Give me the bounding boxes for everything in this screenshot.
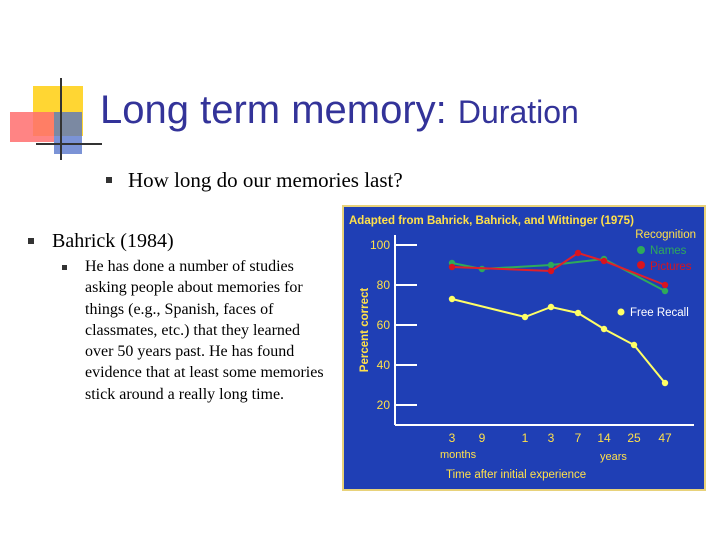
- y-tick-label: 40: [376, 358, 390, 372]
- y-tick-label: 80: [376, 278, 390, 292]
- title-main: Long term memory:: [100, 88, 458, 132]
- x-unit-label-years: years: [600, 451, 627, 463]
- x-tick-label: 3: [448, 431, 456, 445]
- bahrick-heading: Bahrick (1984): [52, 230, 174, 252]
- bullet-square: [62, 265, 67, 270]
- x-tick-label: 7: [574, 431, 582, 445]
- y-tick-label: 20: [376, 398, 390, 412]
- legend-marker: [637, 246, 645, 254]
- retention-chart: [342, 205, 706, 491]
- data-point: [522, 314, 528, 320]
- x-tick-label: 47: [658, 431, 672, 445]
- x-unit-label-months: months: [440, 449, 477, 461]
- x-tick-label: 3: [547, 431, 555, 445]
- title-sub: Duration: [457, 94, 579, 130]
- data-point: [449, 264, 455, 270]
- data-point: [548, 268, 554, 274]
- x-tick-label: 1: [521, 431, 529, 445]
- data-point: [601, 326, 607, 332]
- data-point: [548, 262, 554, 268]
- legend-title: Recognition: [635, 229, 696, 241]
- x-tick-label: 9: [478, 431, 486, 445]
- body-text: He has done a number of studies asking people about memories for things (e.g., Spanish, faces of classmates, etc.) that they learned over 50 years past. He has found evidence that at least some memories stick around a really long time.: [85, 258, 324, 403]
- y-axis-label: Percent correct: [359, 287, 371, 373]
- legend-entry: Pictures: [650, 261, 692, 273]
- x-axis-label: Time after initial experience: [446, 469, 587, 481]
- data-point: [575, 250, 581, 256]
- data-point: [548, 304, 554, 310]
- deco-vertical-line: [60, 78, 62, 160]
- data-point: [662, 380, 668, 386]
- y-tick-label: 60: [376, 318, 390, 332]
- x-tick-label: 14: [597, 431, 611, 445]
- bullet-square: [106, 177, 112, 183]
- data-point: [662, 288, 668, 294]
- slide-title: [100, 88, 579, 133]
- deco-horizontal-line: [36, 143, 102, 145]
- bullet-square: [28, 238, 34, 244]
- deco-blue-square: [54, 112, 82, 154]
- x-tick-label: 25: [627, 431, 641, 445]
- data-point: [449, 296, 455, 302]
- data-point: [575, 310, 581, 316]
- data-point: [662, 282, 668, 288]
- y-tick-label: 100: [369, 238, 390, 252]
- deco-red-square: [10, 112, 54, 142]
- legend-entry: Free Recall: [630, 307, 689, 319]
- legend-marker: [618, 309, 625, 316]
- chart-title: Adapted from Bahrick, Bahrick, and Wittinger (1975): [349, 215, 634, 227]
- legend-entry: Names: [650, 245, 687, 257]
- legend-marker: [637, 261, 645, 269]
- data-point: [601, 258, 607, 264]
- question-text: How long do our memories last?: [128, 168, 403, 192]
- data-point: [631, 342, 637, 348]
